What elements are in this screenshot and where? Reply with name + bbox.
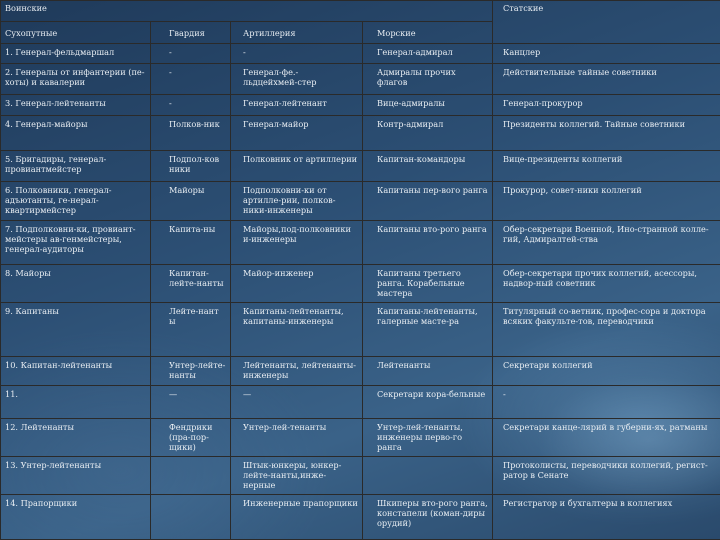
guards-rank-cell: Подпол-ков ники	[151, 150, 231, 181]
rank-class-cell: 14. Прапорщики	[1, 495, 151, 540]
artillery-rank-cell: Подполковни-ки от артилле-рии, полков-ники-инженеры	[231, 182, 363, 221]
guards-rank-cell: -	[151, 95, 231, 116]
artillery-rank-cell: Лейтенанты, лейтенанты-инженеры	[231, 356, 363, 385]
header-land: Сухопутные	[1, 21, 151, 44]
artillery-rank-cell: -	[231, 44, 363, 64]
table-row	[1, 385, 720, 418]
rank-class-cell: 1. Генерал-фельдмаршал	[1, 44, 151, 64]
civil-rank-cell: Вице-президенты коллегий	[493, 150, 720, 181]
civil-rank-cell: Протоколисты, переводчики коллегий, регист-ратор в Сенате	[493, 457, 720, 495]
artillery-rank-cell: Инженерные прапорщики	[231, 495, 363, 540]
table-row	[1, 221, 720, 264]
naval-rank-cell: Капитаны третьего ранга. Корабельные мастера	[363, 264, 493, 302]
rank-class-cell: 11.	[1, 385, 151, 418]
table-row	[1, 95, 720, 116]
guards-rank-cell: —	[151, 385, 231, 418]
rank-class-cell: 7. Подполковни-ки, провиант-мейстеры ав-генмейстеры, генерал-аудиторы	[1, 221, 151, 264]
header-row-top	[1, 1, 720, 22]
table-row	[1, 457, 720, 495]
table-row	[1, 356, 720, 385]
guards-rank-cell: Капитан-лейте-нанты	[151, 264, 231, 302]
naval-rank-cell: Капитан-командоры	[363, 150, 493, 181]
artillery-rank-cell: Штык-юнкеры, юнкер-лейте-нанты,инже-нерные	[231, 457, 363, 495]
table-row	[1, 150, 720, 181]
artillery-rank-cell: —	[231, 385, 363, 418]
artillery-rank-cell: Майор-инженер	[231, 264, 363, 302]
rank-class-cell: 10. Капитан-лейтенанты	[1, 356, 151, 385]
header-civil: Статские	[493, 1, 720, 44]
artillery-rank-cell: Унтер-лей-тенанты	[231, 418, 363, 456]
guards-rank-cell: Унтер-лейте-нанты	[151, 356, 231, 385]
civil-rank-cell: -	[493, 385, 720, 418]
civil-rank-cell: Титулярный со-ветник, профес-сора и доктора всяких факульте-тов, переводчики	[493, 303, 720, 357]
naval-rank-cell: Капитаны вто-рого ранга	[363, 221, 493, 264]
guards-rank-cell: -	[151, 64, 231, 95]
civil-rank-cell: Обер-секретари прочих коллегий, асессоры, надвор-ный советник	[493, 264, 720, 302]
guards-rank-cell	[151, 495, 231, 540]
artillery-rank-cell: Генерал-лейтенант	[231, 95, 363, 116]
naval-rank-cell: Генерал-адмирал	[363, 44, 493, 64]
table-row	[1, 303, 720, 357]
naval-rank-cell: Секретари кора-бельные	[363, 385, 493, 418]
civil-rank-cell: Секретари коллегий	[493, 356, 720, 385]
civil-rank-cell: Секретари канце-лярий в губерни-ях, ратманы	[493, 418, 720, 456]
header-naval: Морские	[363, 21, 493, 44]
rank-class-cell: 4. Генерал-майоры	[1, 115, 151, 150]
artillery-rank-cell: Капитаны-лейтенанты, капитаны-инженеры	[231, 303, 363, 357]
table-row	[1, 495, 720, 540]
artillery-rank-cell: Генерал-майор	[231, 115, 363, 150]
guards-rank-cell: Капита-ны	[151, 221, 231, 264]
rank-class-cell: 6. Полковники, генерал-адъютанты, ге-нерал-квартирмейстер	[1, 182, 151, 221]
guards-rank-cell: -	[151, 44, 231, 64]
naval-rank-cell: Лейтенанты	[363, 356, 493, 385]
guards-rank-cell: Фендрики (пра-пор-щики)	[151, 418, 231, 456]
header-military: Воинские	[1, 1, 493, 22]
header-guards: Гвардия	[151, 21, 231, 44]
table-row	[1, 182, 720, 221]
civil-rank-cell: Генерал-прокурор	[493, 95, 720, 116]
guards-rank-cell: Майоры	[151, 182, 231, 221]
naval-rank-cell: Унтер-лей-тенанты, инженеры перво-го ранга	[363, 418, 493, 456]
guards-rank-cell	[151, 457, 231, 495]
rank-class-cell: 12. Лейтенанты	[1, 418, 151, 456]
civil-rank-cell: Регистратор и бухгалтеры в коллегиях	[493, 495, 720, 540]
guards-rank-cell: Лейте-нант ы	[151, 303, 231, 357]
civil-rank-cell: Президенты коллегий. Тайные советники	[493, 115, 720, 150]
naval-rank-cell: Шкиперы вто-рого ранга, констапели (коман-диры орудий)	[363, 495, 493, 540]
table-row	[1, 418, 720, 456]
guards-rank-cell: Полков-ник	[151, 115, 231, 150]
artillery-rank-cell: Полковник от артиллерии	[231, 150, 363, 181]
naval-rank-cell: Вице-адмиралы	[363, 95, 493, 116]
rank-class-cell: 2. Генералы от инфантерии (пе-хоты) и кавалерии	[1, 64, 151, 95]
naval-rank-cell: Капитаны пер-вого ранга	[363, 182, 493, 221]
rank-class-cell: 5. Бригадиры, генерал-провиантмейстер	[1, 150, 151, 181]
naval-rank-cell	[363, 457, 493, 495]
civil-rank-cell: Канцлер	[493, 44, 720, 64]
rank-class-cell: 3. Генерал-лейтенанты	[1, 95, 151, 116]
header-artillery: Артиллерия	[231, 21, 363, 44]
civil-rank-cell: Действительные тайные советники	[493, 64, 720, 95]
naval-rank-cell: Капитаны-лейтенанты, галерные масте-ра	[363, 303, 493, 357]
table-row	[1, 64, 720, 95]
table-row	[1, 264, 720, 302]
table-row	[1, 115, 720, 150]
naval-rank-cell: Контр-адмирал	[363, 115, 493, 150]
artillery-rank-cell: Генерал-фе.- льдцейхмей-стер	[231, 64, 363, 95]
table-row	[1, 44, 720, 64]
rank-class-cell: 9. Капитаны	[1, 303, 151, 357]
civil-rank-cell: Обер-секретари Военной, Ино-странной колле-гий, Адмиралтей-ства	[493, 221, 720, 264]
artillery-rank-cell: Майоры,под-полковники и-инженеры	[231, 221, 363, 264]
rank-class-cell: 8. Майоры	[1, 264, 151, 302]
rank-class-cell: 13. Унтер-лейтенанты	[1, 457, 151, 495]
naval-rank-cell: Адмиралы прочих флагов	[363, 64, 493, 95]
civil-rank-cell: Прокурор, совет-ники коллегий	[493, 182, 720, 221]
